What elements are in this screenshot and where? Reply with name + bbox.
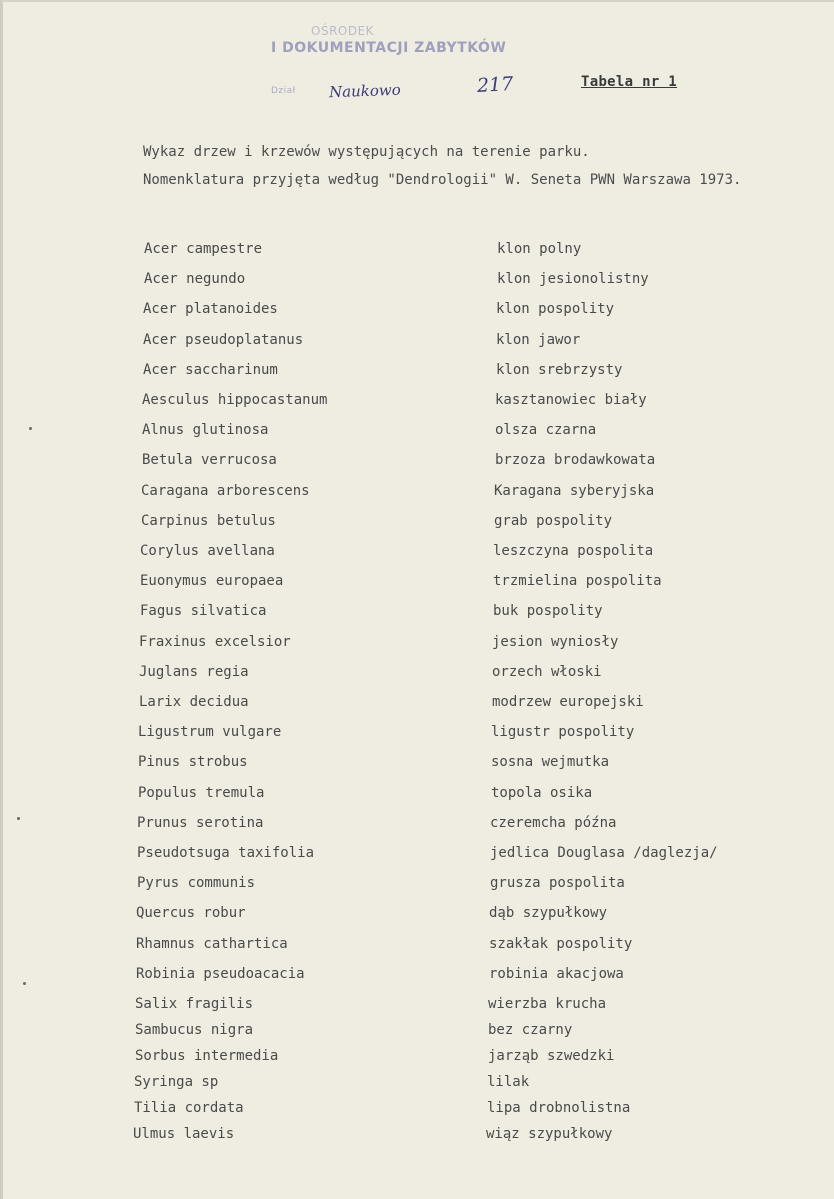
- latin-name: Ulmus laevis: [133, 1126, 235, 1142]
- latin-name: Acer campestre: [144, 241, 263, 257]
- latin-name: Larix decidua: [139, 694, 249, 710]
- polish-name: ligustr pospolity: [491, 724, 635, 740]
- latin-name: Acer saccharinum: [143, 362, 278, 378]
- species-row: [3, 936, 834, 958]
- species-row: [3, 603, 834, 625]
- latin-name: Betula verrucosa: [142, 452, 277, 468]
- latin-name: Prunus serotina: [137, 815, 264, 831]
- polish-name: czeremcha późna: [490, 815, 617, 831]
- species-row: [3, 271, 834, 293]
- species-row: [3, 966, 834, 988]
- latin-name: Acer negundo: [144, 271, 246, 287]
- polish-name: orzech włoski: [492, 664, 602, 680]
- species-row: [3, 1126, 834, 1148]
- latin-name: Rhamnus cathartica: [136, 936, 288, 952]
- species-row: [3, 1074, 834, 1096]
- latin-name: Fagus silvatica: [140, 603, 267, 619]
- polish-name: robinia akacjowa: [489, 966, 624, 982]
- polish-name: sosna wejmutka: [491, 754, 610, 770]
- polish-name: szakłak pospolity: [489, 936, 633, 952]
- species-row: [3, 1100, 834, 1122]
- species-row: [3, 815, 834, 837]
- polish-name: bez czarny: [488, 1022, 573, 1038]
- stamp-handwritten-number: 217: [476, 73, 514, 97]
- polish-name: lipa drobnolistna: [487, 1100, 631, 1116]
- latin-name: Pyrus communis: [137, 875, 256, 891]
- polish-name: trzmielina pospolita: [493, 573, 662, 589]
- latin-name: Alnus glutinosa: [142, 422, 269, 438]
- polish-name: grusza pospolita: [490, 875, 625, 891]
- latin-name: Euonymus europaea: [140, 573, 284, 589]
- polish-name: klon srebrzysty: [496, 362, 623, 378]
- species-row: [3, 845, 834, 867]
- polish-name: klon pospolity: [496, 301, 615, 317]
- polish-name: brzoza brodawkowata: [495, 452, 656, 468]
- species-row: [3, 392, 834, 414]
- polish-name: klon polny: [497, 241, 582, 257]
- latin-name: Robinia pseudoacacia: [136, 966, 305, 982]
- latin-name: Quercus robur: [136, 905, 246, 921]
- polish-name: buk pospolity: [493, 603, 603, 619]
- species-row: [3, 785, 834, 807]
- latin-name: Corylus avellana: [140, 543, 275, 559]
- species-row: [3, 694, 834, 716]
- species-row: [3, 513, 834, 535]
- species-row: [3, 483, 834, 505]
- nomenclature-note: Nomenklatura przyjęta według "Dendrologii" W. Seneta PWN Warszawa 1973.: [143, 172, 742, 188]
- latin-name: Caragana arborescens: [141, 483, 310, 499]
- species-row: [3, 724, 834, 746]
- latin-name: Tilia cordata: [134, 1100, 244, 1116]
- species-row: [3, 332, 834, 354]
- polish-name: Karagana syberyjska: [494, 483, 655, 499]
- species-list: [3, 2, 834, 1199]
- species-row: [3, 754, 834, 776]
- species-row: [3, 241, 834, 263]
- species-row: [3, 301, 834, 323]
- polish-name: dąb szypułkowy: [489, 905, 608, 921]
- stamp-line-4: Dział: [271, 86, 296, 96]
- species-row: [3, 422, 834, 444]
- polish-name: wierzba krucha: [488, 996, 607, 1012]
- polish-name: grab pospolity: [494, 513, 613, 529]
- latin-name: Populus tremula: [138, 785, 265, 801]
- margin-dot: [17, 817, 20, 820]
- latin-name: Juglans regia: [139, 664, 249, 680]
- margin-dot: [23, 982, 26, 985]
- latin-name: Acer pseudoplatanus: [143, 332, 304, 348]
- polish-name: jarząb szwedzki: [488, 1048, 615, 1064]
- polish-name: wiąz szypułkowy: [486, 1126, 613, 1142]
- latin-name: Pseudotsuga taxifolia: [137, 845, 315, 861]
- latin-name: Ligustrum vulgare: [138, 724, 282, 740]
- species-row: [3, 875, 834, 897]
- polish-name: kasztanowiec biały: [495, 392, 647, 408]
- document-heading: Wykaz drzew i krzewów występujących na terenie parku.: [143, 144, 590, 160]
- polish-name: klon jawor: [496, 332, 581, 348]
- polish-name: jesion wyniosły: [492, 634, 619, 650]
- latin-name: Sambucus nigra: [135, 1022, 254, 1038]
- margin-dot: [29, 427, 32, 430]
- species-row: [3, 362, 834, 384]
- stamp-handwritten-dept: Naukowo: [328, 80, 402, 102]
- latin-name: Sorbus intermedia: [135, 1048, 279, 1064]
- species-row: [3, 1022, 834, 1044]
- stamp-line-2: I DOKUMENTACJI ZABYTKÓW: [271, 40, 507, 56]
- polish-name: leszczyna pospolita: [493, 543, 654, 559]
- stamp-line-1: OŚRODEK: [311, 24, 375, 38]
- latin-name: Carpinus betulus: [141, 513, 276, 529]
- species-row: [3, 452, 834, 474]
- species-row: [3, 664, 834, 686]
- latin-name: Fraxinus excelsior: [139, 634, 291, 650]
- species-row: [3, 634, 834, 656]
- latin-name: Syringa sp: [134, 1074, 219, 1090]
- table-label: Tabela nr 1: [581, 74, 678, 90]
- polish-name: topola osika: [491, 785, 593, 801]
- latin-name: Aesculus hippocastanum: [142, 392, 328, 408]
- polish-name: olsza czarna: [495, 422, 597, 438]
- latin-name: Salix fragilis: [135, 996, 254, 1012]
- polish-name: modrzew europejski: [492, 694, 644, 710]
- species-row: [3, 573, 834, 595]
- polish-name: jedlica Douglasa /daglezja/: [490, 845, 718, 861]
- species-row: [3, 543, 834, 565]
- polish-name: lilak: [487, 1074, 530, 1090]
- latin-name: Pinus strobus: [138, 754, 248, 770]
- polish-name: klon jesionolistny: [497, 271, 649, 287]
- latin-name: Acer platanoides: [143, 301, 278, 317]
- species-row: [3, 996, 834, 1018]
- species-row: [3, 1048, 834, 1070]
- species-row: [3, 905, 834, 927]
